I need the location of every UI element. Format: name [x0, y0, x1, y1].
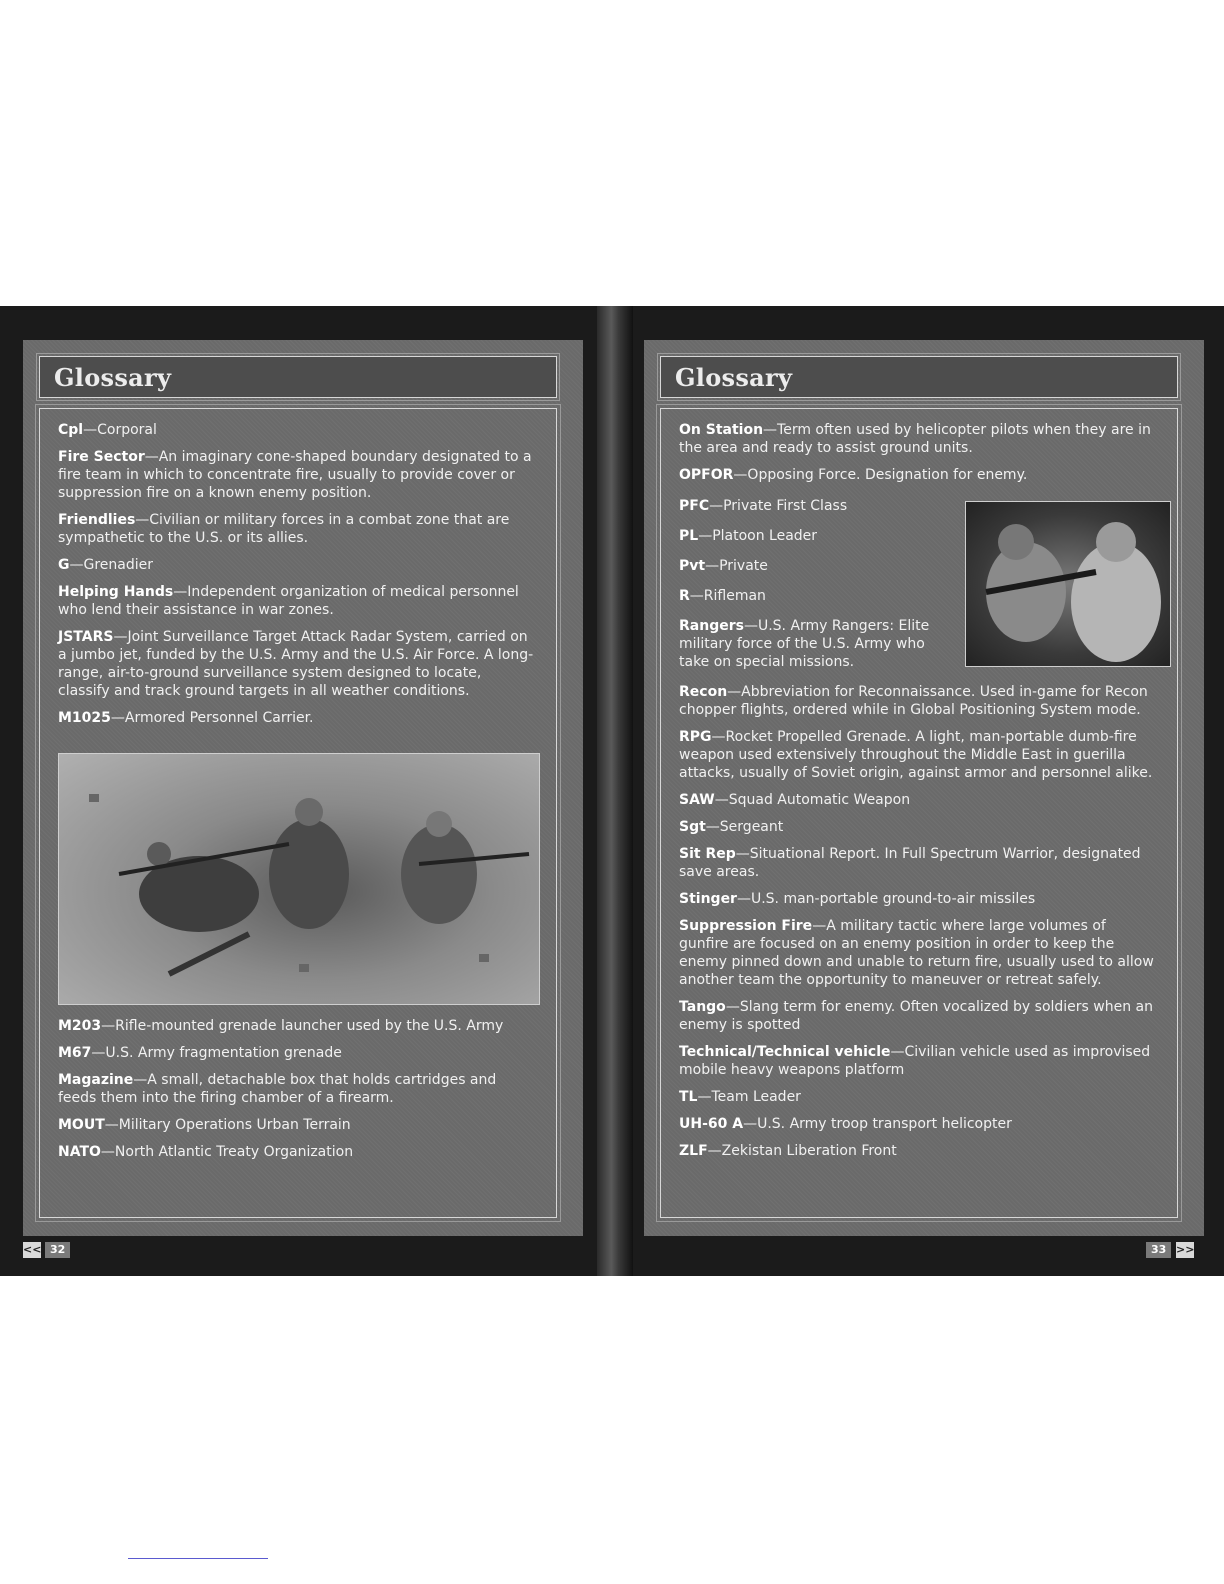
glossary-entry: Sit Rep—Situational Report. In Full Spectrum Warrior, designated save areas. — [679, 846, 1141, 880]
glossary-entry: Suppression Fire—A military tactic where large volumes of gunfire are focused on an enemy position in order to keep the enemy pinned down and unable to return fire, usually used to allow another team the opportunity to maneuver or retreat safely. — [679, 918, 1154, 988]
glossary-entry: R—Rifleman — [679, 588, 766, 604]
right-page-number: 33 — [1146, 1242, 1171, 1258]
soldier-photo — [965, 501, 1171, 667]
glossary-entry: NATO—North Atlantic Treaty Organization — [58, 1144, 354, 1160]
left-page — [23, 340, 583, 1236]
left-entries-bottom — [58, 1017, 536, 1170]
right-entries-side — [679, 497, 941, 680]
right-entries-bottom — [679, 683, 1159, 1169]
previous-page-arrow[interactable]: << — [23, 1243, 42, 1256]
glossary-entry: UH-60 A—U.S. Army troop transport helicopter — [679, 1116, 1012, 1132]
footer-rule — [128, 1558, 268, 1559]
glossary-entry: MOUT—Military Operations Urban Terrain — [58, 1117, 351, 1133]
glossary-entry: M1025—Armored Personnel Carrier. — [58, 710, 314, 726]
left-content-box — [39, 408, 557, 1218]
glossary-entry: Magazine—A small, detachable box that holds cartridges and feeds them into the firing chamber of a firearm. — [58, 1072, 497, 1106]
glossary-entry: M67—U.S. Army fragmentation grenade — [58, 1045, 342, 1061]
right-page-title: Glossary — [675, 363, 793, 392]
glossary-entry: Stinger—U.S. man-portable ground-to-air missiles — [679, 891, 1036, 907]
soldiers-photo-illustration — [59, 754, 539, 1004]
glossary-entry: PL—Platoon Leader — [679, 528, 818, 544]
right-content-box — [660, 408, 1178, 1218]
book-gutter — [597, 306, 633, 1276]
soldier-photo-illustration — [966, 502, 1170, 666]
glossary-entry: PFC—Private First Class — [679, 498, 848, 514]
glossary-entry: M203—Rifle-mounted grenade launcher used by the U.S. Army — [58, 1018, 504, 1034]
glossary-entry: TL—Team Leader — [679, 1089, 801, 1105]
glossary-entry: Pvt—Private — [679, 558, 768, 574]
glossary-entry: G—Grenadier — [58, 557, 154, 573]
right-entries-top — [679, 421, 1159, 493]
glossary-entry: Fire Sector—An imaginary cone-shaped boundary designated to a fire team in which to concentrate fire, usually to provide cover or suppression fire on a known enemy position. — [58, 449, 532, 501]
glossary-entry: SAW—Squad Automatic Weapon — [679, 792, 911, 808]
glossary-entry: OPFOR—Opposing Force. Designation for enemy. — [679, 467, 1028, 483]
glossary-entry: RPG—Rocket Propelled Grenade. A light, man-portable dumb-fire weapon used extensively throughout the Middle East in guerilla attacks, usually of Soviet origin, against armor and personnel alike. — [679, 729, 1153, 781]
left-title-box — [39, 356, 557, 398]
glossary-entry: JSTARS—Joint Surveillance Target Attack Radar System, carried on a jumbo jet, funded by the U.S. Army and the U.S. Air Force. A long-range, air-to-ground surveillance system designed to locate, classify and track ground targets in all weather conditions. — [58, 629, 534, 699]
next-page-arrow[interactable]: >> — [1176, 1243, 1195, 1256]
glossary-entry: Technical/Technical vehicle—Civilian vehicle used as improvised mobile heavy weapons platform — [679, 1044, 1151, 1078]
manual-spread — [0, 306, 1224, 1276]
soldiers-photo — [58, 753, 540, 1005]
left-entries-top — [58, 421, 536, 736]
glossary-entry: Cpl—Corporal — [58, 422, 157, 438]
right-title-box — [660, 356, 1178, 398]
glossary-entry: Friendlies—Civilian or military forces in a combat zone that are sympathetic to the U.S. or its allies. — [58, 512, 510, 546]
glossary-entry: On Station—Term often used by helicopter pilots when they are in the area and ready to assist ground units. — [679, 422, 1151, 456]
left-page-title: Glossary — [54, 363, 172, 392]
glossary-entry: ZLF—Zekistan Liberation Front — [679, 1143, 897, 1159]
glossary-entry: Rangers—U.S. Army Rangers: Elite military force of the U.S. Army who take on special missions. — [679, 618, 930, 670]
right-page — [644, 340, 1204, 1236]
glossary-entry: Tango—Slang term for enemy. Often vocalized by soldiers when an enemy is spotted — [679, 999, 1154, 1033]
glossary-entry: Helping Hands—Independent organization of medical personnel who lend their assistance in war zones. — [58, 584, 519, 618]
left-page-number: 32 — [45, 1242, 70, 1258]
glossary-entry: Sgt—Sergeant — [679, 819, 784, 835]
glossary-entry: Recon—Abbreviation for Reconnaissance. Used in-game for Recon chopper flights, ordered while in Global Positioning System mode. — [679, 684, 1148, 718]
